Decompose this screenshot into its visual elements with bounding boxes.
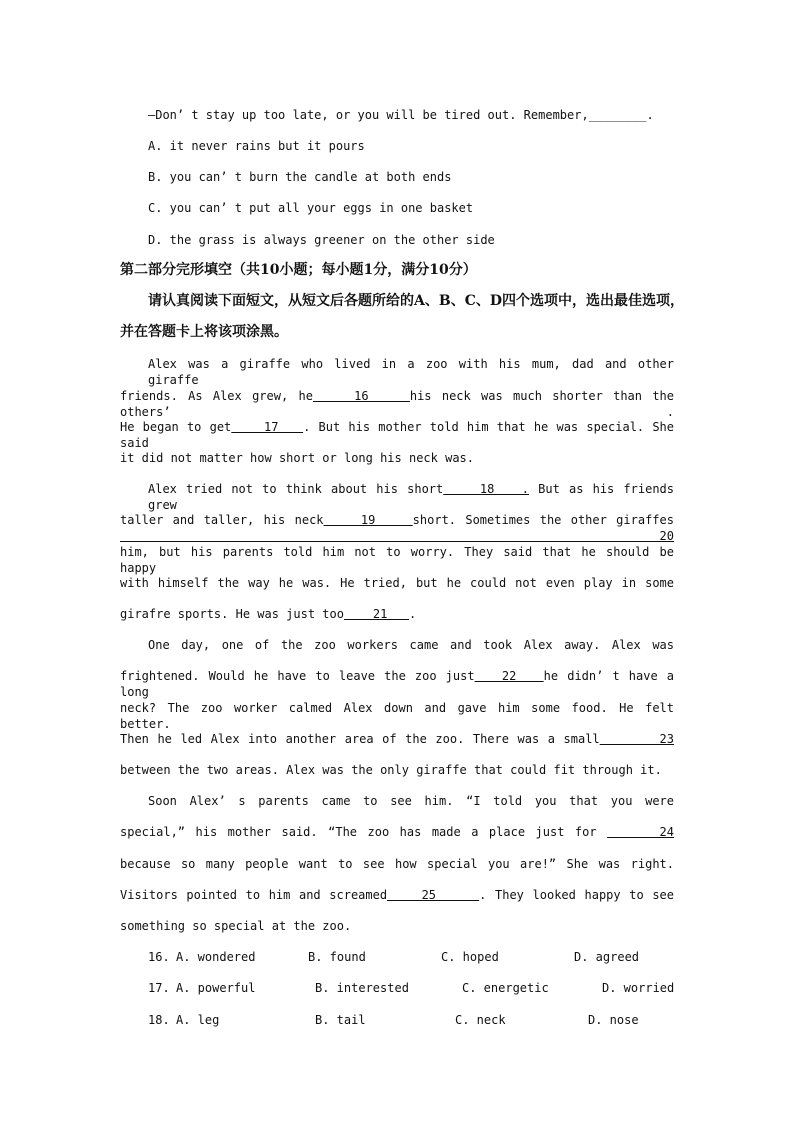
answer-number: 17. (148, 981, 170, 995)
passage-p2-line1: Alex tried not to think about his short 18 . But as his friends grew (148, 482, 674, 512)
passage-p3-line4: Then he led Alex into another area of the zoo. There was a small 23 (120, 732, 675, 746)
question-15-option-a: A. it never rains but it pours (148, 139, 365, 153)
blank-21: 21 (343, 607, 409, 621)
answer-option-c: C. energetic (462, 981, 549, 995)
blank-17: 17 (231, 420, 304, 434)
blank-23: 23 (599, 732, 675, 746)
blank-16: 16 (312, 389, 410, 403)
section-instruction-line1: 请认真阅读下面短文，从短文后各题所给的A、B、C、D四个选项中，选出最佳选项， (148, 293, 684, 309)
answer-option-d: D. worried (602, 981, 675, 995)
question-15-option-b: B. you can’ t burn the candle at both ends (148, 170, 452, 184)
section-instruction-line2: 并在答题卡上将该项涂黑。 (120, 324, 288, 340)
answer-option-a: A. wondered (176, 950, 256, 964)
answer-option-a: A. leg (176, 1013, 220, 1027)
answer-number: 16. (148, 950, 170, 964)
answer-option-c: C. hoped (441, 950, 499, 964)
passage-p1-line1: Alex was a giraffe who lived in a zoo with his mum, dad and other giraffe (148, 357, 674, 387)
passage-p3-line5: between the two areas. Alex was the only giraffe that could fit through it. (120, 763, 662, 777)
answer-option-a: A. powerful (176, 981, 256, 995)
answer-number: 18. (148, 1013, 170, 1027)
passage-p4-line4: Visitors pointed to him and screamed 25 . They looked happy to see (120, 888, 674, 902)
question-15-option-c: C. you can’ t put all your eggs in one basket (148, 201, 474, 215)
passage-p3-line2: frightened. Would he have to leave the zoo just 22 he didn’ t have a long (120, 669, 675, 699)
passage-p2-line3: him, but his parents told him not to worry. They said that he should be happy (120, 545, 674, 575)
blank-18: 18 . (443, 482, 530, 496)
answer-option-b: B. found (308, 950, 366, 964)
blank-22: 22 (474, 669, 544, 683)
passage-p2-line4: with himself the way he was. He tried, but he could not even play in some (120, 576, 674, 590)
blank-25: 25 (387, 888, 480, 902)
answer-option-c: C. neck (455, 1013, 506, 1027)
passage-p1-line4: it did not matter how short or long his neck was. (120, 451, 475, 465)
passage-p4-line1: Soon Alex’ s parents came to see him. “I told you that you were (148, 794, 674, 808)
passage-p4-line3: because so many people want to see how special you are!” She was right. (120, 857, 674, 871)
blank-19: 19 (323, 513, 413, 527)
answer-option-d: D. nose (588, 1013, 639, 1027)
passage-p4-line5: something so special at the zoo. (120, 919, 352, 933)
passage-p3-line3: neck? The zoo worker calmed Alex down and gave him some food. He felt better. (120, 701, 674, 731)
passage-p3-line1: One day, one of the zoo workers came and took Alex away. Alex was (148, 638, 674, 652)
passage-p4-line2: special,” his mother said. “The zoo has made a place just for 24 (120, 825, 674, 839)
blank-20: 20 (120, 529, 674, 543)
question-15-stem: —Don’ t stay up too late, or you will be tired out. Remember,________. (148, 108, 654, 122)
blank-24: 24 (607, 825, 674, 839)
passage-p1-line2: friends. As Alex grew, he 16 his neck was much shorter than the others’ . (120, 389, 674, 419)
question-15-option-d: D. the grass is always greener on the other side (148, 233, 495, 247)
passage-p2-line2: taller and taller, his neck 19 short. Sometimes the other giraffes 20 (120, 513, 674, 543)
passage-p1-line3: He began to get 17 . But his mother told him that he was special. She said (120, 420, 675, 450)
passage-p2-line5: girafre sports. He was just too 21 . (120, 607, 417, 621)
section-title: 第二部分完形填空（共10小题；每小题1分，满分10分） (120, 262, 477, 278)
answer-option-d: D. agreed (574, 950, 640, 964)
answer-option-b: B. interested (315, 981, 409, 995)
answer-option-b: B. tail (315, 1013, 366, 1027)
